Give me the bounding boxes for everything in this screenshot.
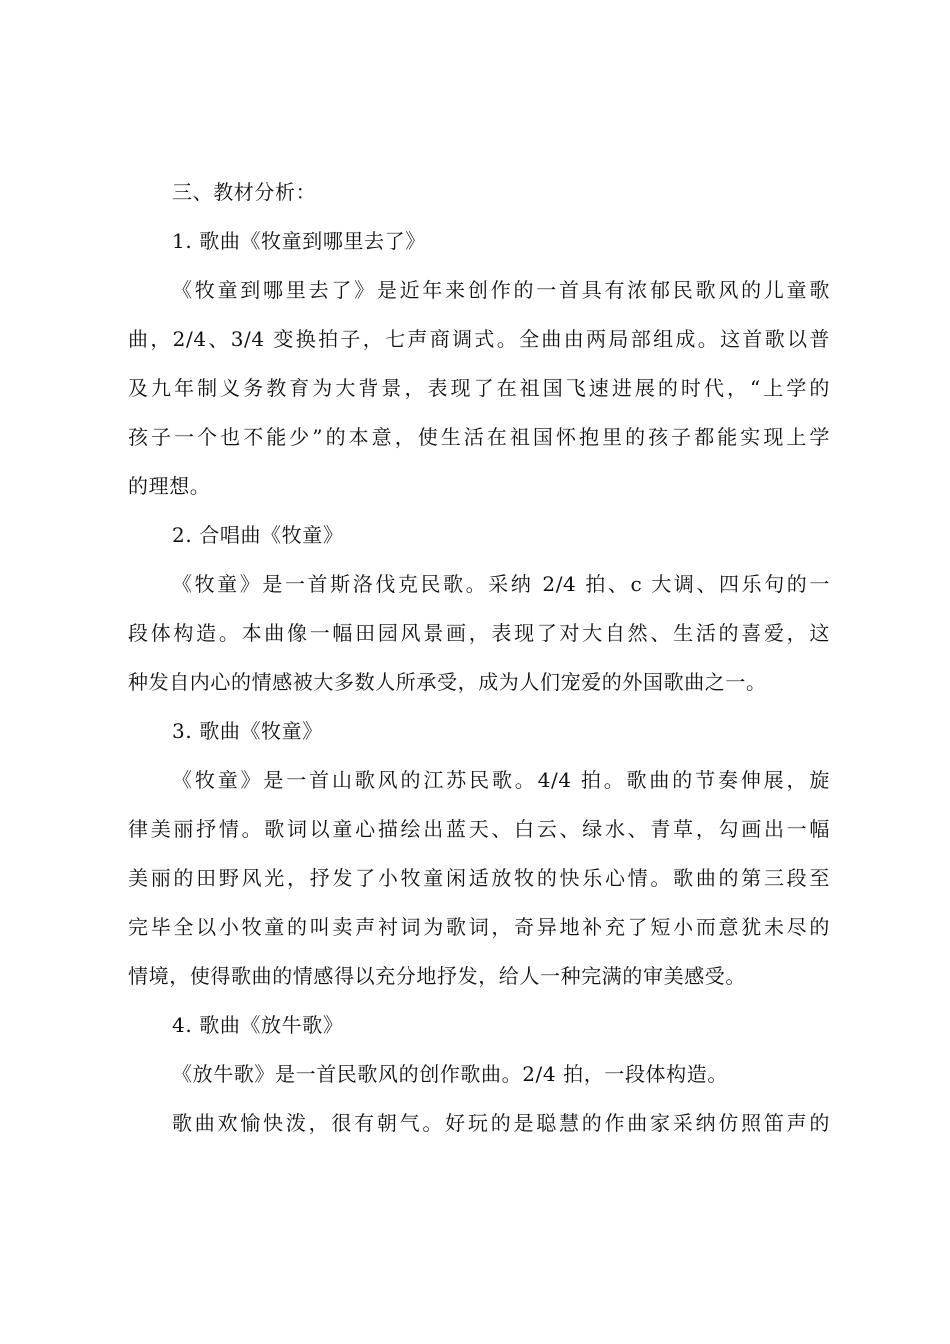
document-body: [128, 168, 830, 1148]
paragraph-line: 完毕全以小牧童的叫卖声衬词为歌词，奇异地补充了短小而意犹未尽的: [128, 915, 830, 939]
paragraph-line: 《牧童到哪里去了》是近年来创作的一首具有浓郁民歌风的儿童歌: [172, 278, 830, 302]
paragraph-line: 歌曲欢愉快泼，很有朝气。好玩的是聪慧的作曲家采纳仿照笛声的: [172, 1111, 830, 1135]
paragraph-line: 律美丽抒情。歌词以童心描绘出蓝天、白云、绿水、青草，勾画出一幅: [128, 817, 830, 841]
paragraph-line: 《放牛歌》是一首民歌风的创作歌曲。2/4 拍，一段体构造。: [172, 1062, 728, 1086]
paragraph-line: 美丽的田野风光，抒发了小牧童闲适放牧的快乐心情。歌曲的第三段至: [128, 866, 830, 890]
paragraph-line: 曲，2/4、3/4 变换拍子，七声商调式。全曲由两局部组成。这首歌以普: [128, 327, 830, 351]
paragraph-line: 孩子一个也不能少”的本意，使生活在祖国怀抱里的孩子都能实现上学: [128, 425, 830, 449]
paragraph-line: 《牧童》是一首山歌风的江苏民歌。4/4 拍。歌曲的节奏伸展，旋: [172, 768, 830, 792]
subsection-title-1: 1. 歌曲《牧童到哪里去了》: [172, 229, 426, 253]
paragraph-line: 《牧童》是一首斯洛伐克民歌。采纳 2/4 拍、c 大调、四乐句的一: [172, 572, 830, 596]
subsection-title-4: 4. 歌曲《放牛歌》: [172, 1013, 344, 1037]
paragraph-line: 段体构造。本曲像一幅田园风景画，表现了对大自然、生活的喜爱，这: [128, 621, 830, 645]
paragraph-line: 的理想。: [128, 474, 211, 498]
paragraph-line: 种发自内心的情感被大多数人所承受，成为人们宠爱的外国歌曲之一。: [128, 670, 767, 694]
subsection-title-3: 3. 歌曲《牧童》: [172, 719, 323, 743]
subsection-title-2: 2. 合唱曲《牧童》: [172, 523, 344, 547]
paragraph-line: 及九年制义务教育为大背景，表现了在祖国飞速进展的时代，“上学的: [128, 376, 830, 400]
section-heading: 三、教材分析：: [172, 180, 317, 204]
paragraph-line: 情境，使得歌曲的情感得以充分地抒发，给人一种完满的审美感受。: [128, 964, 746, 988]
